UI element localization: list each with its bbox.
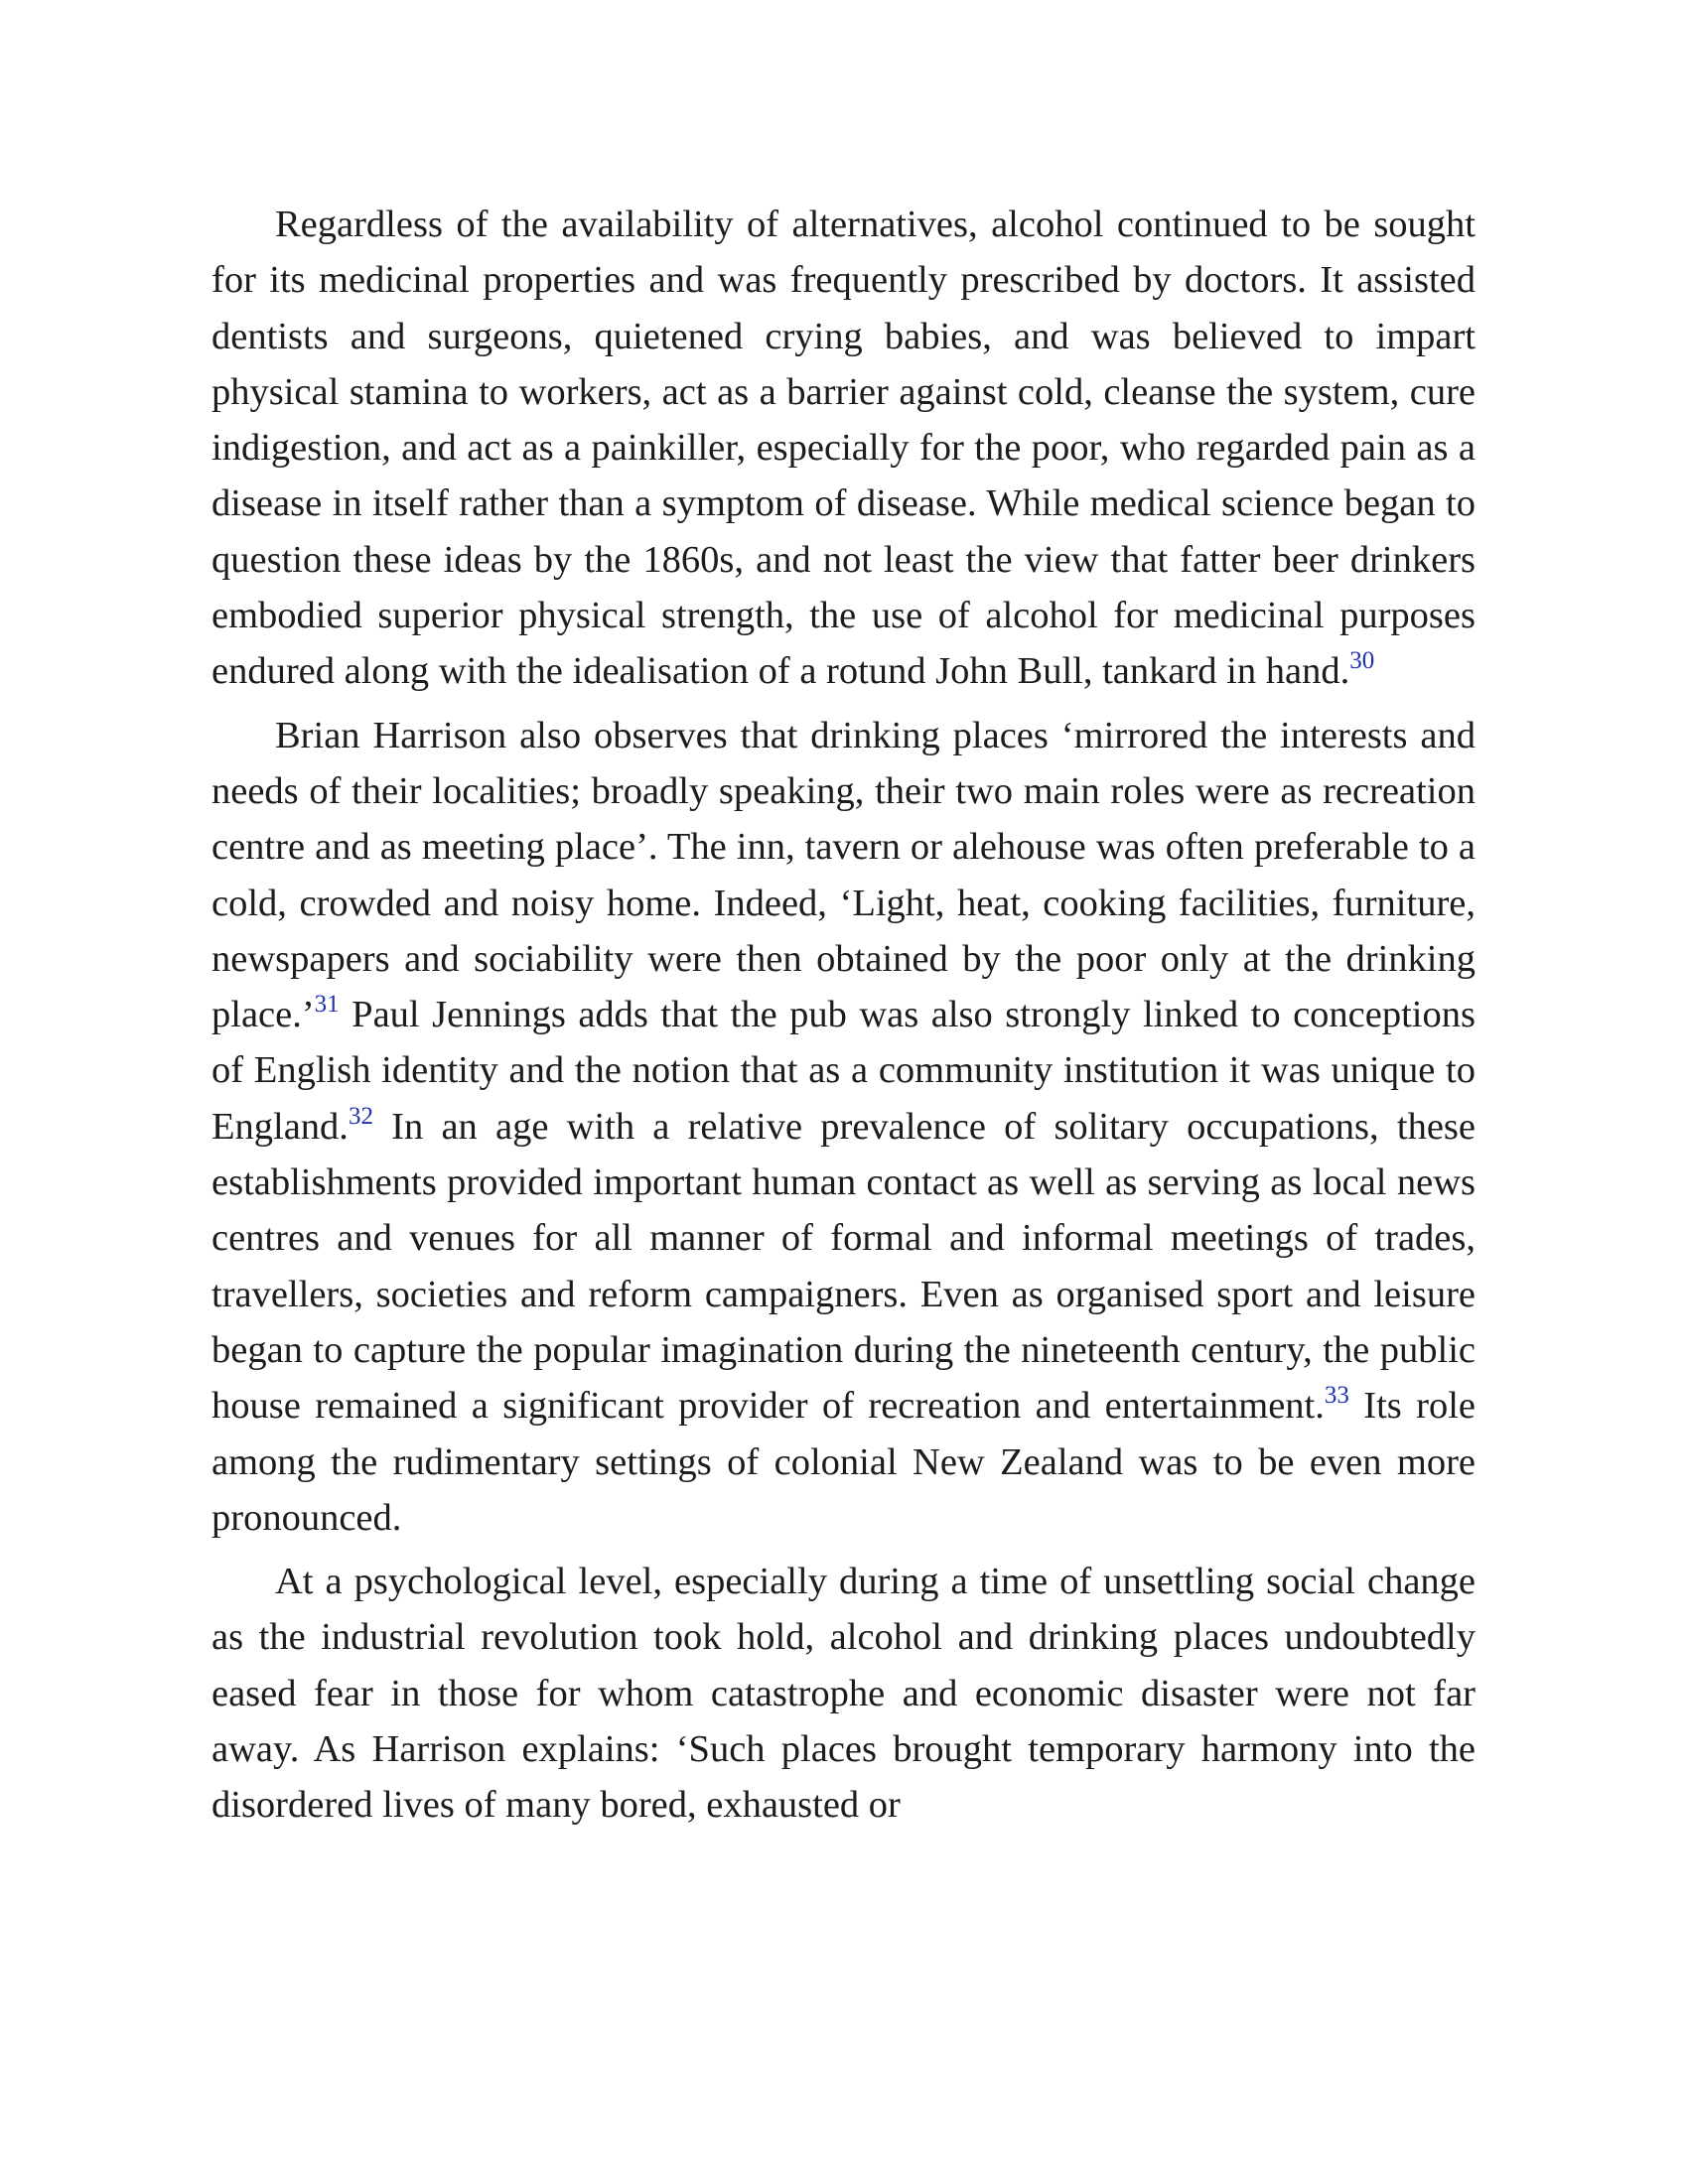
footnote-ref-30[interactable]: 30 — [1349, 647, 1375, 675]
paragraph-text: Regardless of the availability of alternatives, alcohol continued to be sought for its medicinal properties and was frequently prescribed by doctors. It assisted dentists and surgeons, quietened crying babies, and was believed to impart physical stamina to workers, act as a barrier against cold, cleanse the system, cure indigestion, and act as a painkiller, especially for the poor, who regarded pain as a disease in itself rather than a symptom of disease. While medical science began to question these ideas by the 1860s, and not least the view that fatter beer drinkers embodied superior physical strength, the use of alcohol for medicinal purposes endured along with the idealisation of a rotund John Bull, tankard in hand. — [211, 204, 1476, 693]
footnote-ref-32[interactable]: 32 — [348, 1102, 373, 1130]
footnote-ref-33[interactable]: 33 — [1324, 1382, 1349, 1410]
paragraph-text: Its role among the rudimentary settings of colonial New Zealand was to be even more pronounced. — [211, 1385, 1476, 1539]
paragraph-2 — [211, 708, 1476, 1546]
footnote-ref-31[interactable]: 31 — [314, 991, 340, 1019]
paragraph-text: In an age with a relative prevalence of solitary occupations, these establishments provided important human contact as well as serving as local news centres and venues for all manner of formal and informal meetings of trades, travellers, societies and reform campaigners. Even as organised sport and leisure began to capture the popular imagination during the nineteenth century, the public house remained a significant provider of recreation and entertainment. — [211, 1105, 1476, 1428]
paragraph-3 — [211, 1554, 1476, 1833]
paragraph-1 — [211, 197, 1476, 700]
paragraph-text: Paul Jennings adds that the pub was also strongly linked to conceptions of English identity and the notion that as a community institution it was unique to England. — [211, 994, 1476, 1148]
page-body — [211, 197, 1476, 1842]
paragraph-text: Brian Harrison also observes that drinking places ‘mirrored the interests and needs of their localities; broadly speaking, their two main roles were as recreation centre and as meeting place’. The inn, tavern or alehouse was often preferable to a cold, crowded and noisy home. Indeed, ‘Light, heat, cooking facilities, furniture, newspapers and sociability were then obtained by the poor only at the drinking place.’ — [211, 714, 1476, 1036]
paragraph-text: At a psychological level, especially during a time of unsettling social change as the industrial revolution took hold, alcohol and drinking places undoubtedly eased fear in those for whom catastrophe and economic disaster were not far away. As Harrison explains: ‘Such places brought temporary harmony into the disordered lives of many bored, exhausted or — [211, 1561, 1476, 1827]
